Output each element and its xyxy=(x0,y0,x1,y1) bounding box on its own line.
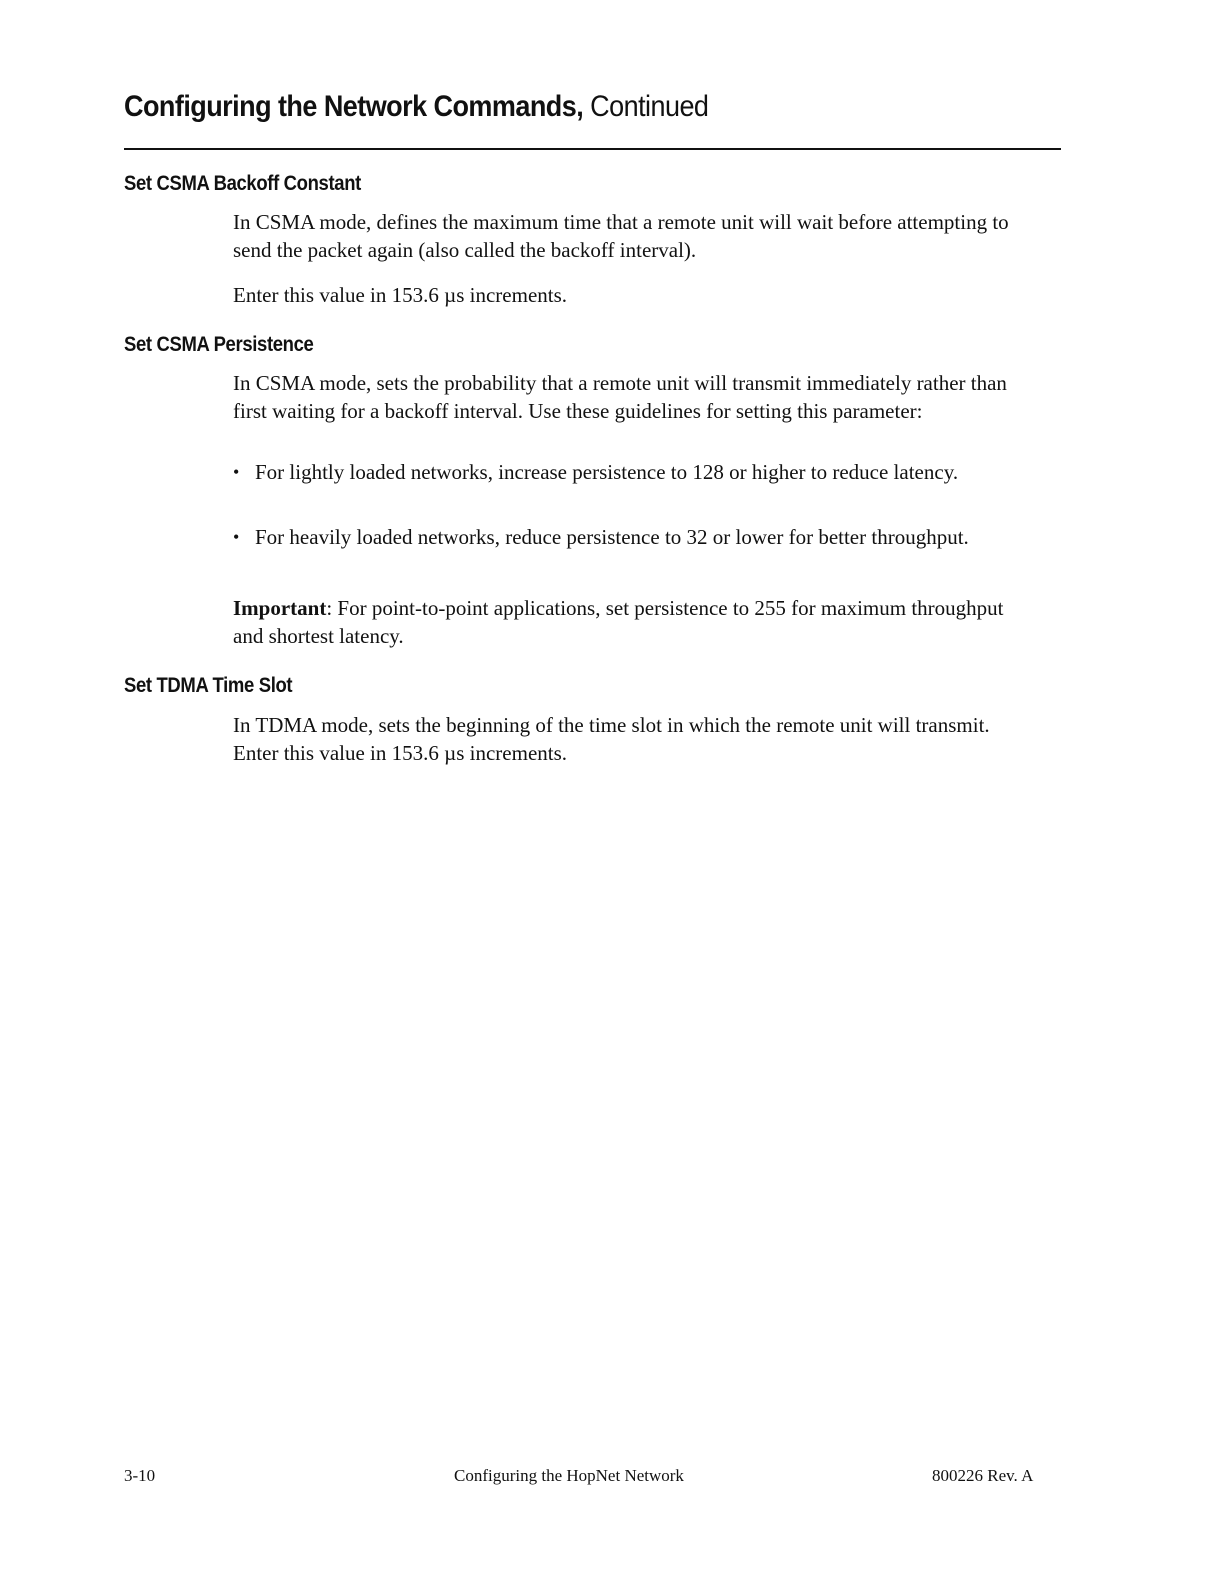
important-note xyxy=(233,594,1033,650)
page-title-continued: Continued xyxy=(590,90,709,123)
section-heading-tdma-time-slot: Set TDMA Time Slot xyxy=(124,674,293,697)
bullet-icon: • xyxy=(233,462,240,482)
page-title-main: Configuring the Network Commands, xyxy=(124,90,584,123)
backoff-constant-units: Enter this value in 153.6 µs increments. xyxy=(233,283,568,307)
backoff-constant-description: In CSMA mode, defines the maximum time that a remote unit will wait before attempting to send the packet again (also called the backoff interval). xyxy=(233,210,1009,262)
section-heading-persistence: Set CSMA Persistence xyxy=(124,333,314,356)
footer-page-number: 3-10 xyxy=(124,1466,156,1485)
footer-document-id: 800226 Rev. A xyxy=(932,1466,1034,1485)
title-divider xyxy=(124,148,1061,150)
bullet-text-heavy-load: For heavily loaded networks, reduce persistence to 32 or lower for better throughput. xyxy=(255,525,969,549)
bullet-icon: • xyxy=(233,527,240,547)
footer-chapter-title: Configuring the HopNet Network xyxy=(454,1466,684,1485)
bullet-text-light-load: For lightly loaded networks, increase persistence to 128 or higher to reduce latency. xyxy=(255,460,959,484)
list-item xyxy=(233,523,1013,551)
tdma-time-slot-description: In TDMA mode, sets the beginning of the time slot in which the remote unit will transmit. Enter this value in 153.6 µs increments. xyxy=(233,713,990,765)
important-label: Important xyxy=(233,596,327,620)
important-text: : For point-to-point applications, set persistence to 255 for maximum throughput and shortest latency. xyxy=(233,596,1004,648)
list-item xyxy=(233,458,1013,486)
page-title xyxy=(124,90,708,124)
persistence-description: In CSMA mode, sets the probability that a remote unit will transmit immediately rather than first waiting for a backoff interval. Use these guidelines for setting this parameter: xyxy=(233,371,1007,423)
section-heading-backoff-constant: Set CSMA Backoff Constant xyxy=(124,172,361,195)
